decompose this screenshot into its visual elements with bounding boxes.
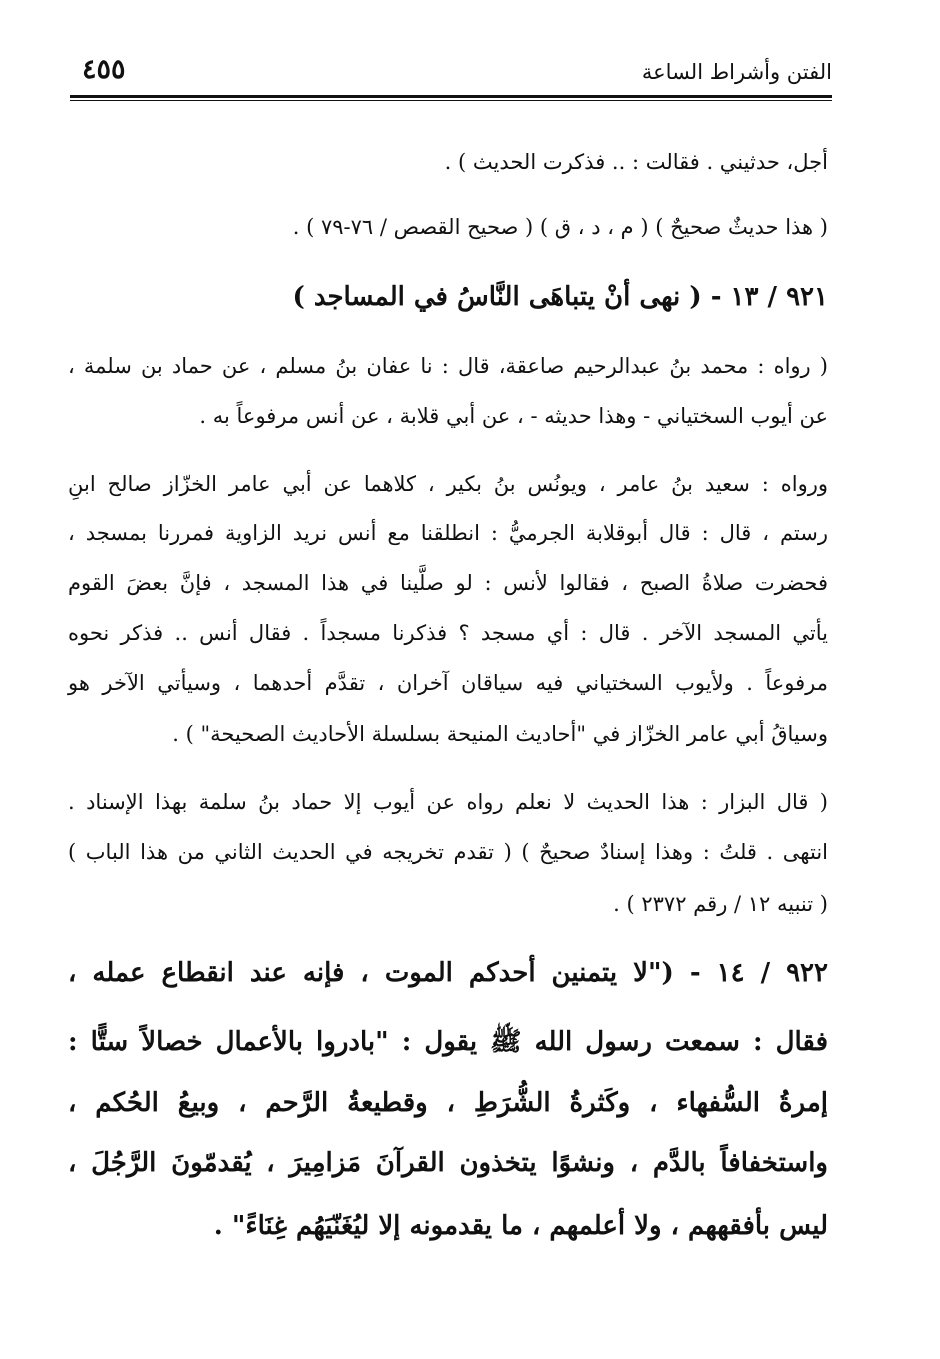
text-line: فحضرت صلاةُ الصبح ، فقالوا لأنس : لو صلَّينا في هذا المسجد ، فإنَّ بعضَ القوم xyxy=(68,571,828,595)
text-line: عن أيوب السختياني - وهذا حديثه - ، عن أبي قلابة ، عن أنس مرفوعاً به . xyxy=(199,404,828,428)
hadith-text-line: ليس بأفقههم ، ولا أعلمهم ، ما يقدمونه إلا ليُغَنّيَهُم غِنَاءً" . xyxy=(213,1211,828,1241)
header-rule-thin xyxy=(70,100,832,101)
hadith-text-line: فقال : سمعت رسول الله ﷺ يقول : "بادروا بالأعمال خصالاً ستًّا : xyxy=(68,1027,828,1057)
text-line: مرفوعاً . ولأيوب السختياني فيه سياقان آخران ، تقدَّم أحدهما ، وسيأتي الآخر هو xyxy=(68,671,828,695)
running-title: الفتن وأشراط الساعة xyxy=(641,60,832,84)
page-number: ٤٥٥ xyxy=(82,54,126,85)
text-line: ( رواه : محمد بنُ عبدالرحيم صاعقة، قال : نا عفان بنُ مسلم ، عن حماد بن سلمة ، xyxy=(68,354,828,378)
text-line: رستم ، قال : قال أبوقلابة الجرميُّ : انطلقنا مع أنس نريد الزاوية فمررنا بمسجد ، xyxy=(68,521,828,545)
text-line: أجل، حدثيني . فقالت : .. فذكرت الحديث ) . xyxy=(444,150,828,174)
page-header xyxy=(70,50,832,94)
text-line: ( قال البزار : هذا الحديث لا نعلم رواه عن أيوب إلا حماد بنُ سلمة بهذا الإسناد . xyxy=(68,790,828,814)
text-line: ( هذا حديثٌ صحيحٌ ) ( م ، د ، ق ) ( صحيح القصص / ٧٦-٧٩ ) . xyxy=(292,215,828,239)
hadith-text-line: واستخفافاً بالدَّم ، ونشوًا يتخذون القرآنَ مَزامِيرَ ، يُقدمّونَ الرَّجُلَ ، xyxy=(68,1148,828,1178)
text-line: وسياقُ أبي عامر الخزّاز في "أحاديث المنيحة بسلسلة الأحاديث الصحيحة" ) . xyxy=(172,722,828,746)
text-line: انتهى . قلتُ : وهذا إسنادٌ صحيحٌ ) ( تقدم تخريجه في الحديث الثاني من هذا الباب ) xyxy=(68,840,828,864)
text-line: ورواه : سعيد بنُ عامر ، ويونُس بنُ بكير ، كلاهما عن أبي عامر الخزّاز صالح ابنِ xyxy=(68,472,828,496)
hadith-heading: ٩٢١ / ١٣ - ( نهى أنْ يتباهَى النَّاسُ في المساجد ) xyxy=(292,282,828,312)
header-rule-thick xyxy=(70,95,832,98)
text-line: يأتي المسجد الآخر . قال : أي مسجد ؟ فذكرنا مسجداً . فقال أنس .. فذكر نحوه xyxy=(68,621,828,645)
hadith-text-line: ٩٢٢ / ١٤ - ("لا يتمنين أحدكم الموت ، فإنه عند انقطاع عمله ، xyxy=(68,958,828,988)
text-line: ( تنبيه ١٢ / رقم ٢٣٧٢ ) . xyxy=(613,892,828,916)
hadith-text-line: إمرةُ السُّفهاء ، وكَثرةُ الشُّرَطِ ، وقطيعةُ الرَّحم ، وبيعُ الحُكم ، xyxy=(68,1088,828,1118)
